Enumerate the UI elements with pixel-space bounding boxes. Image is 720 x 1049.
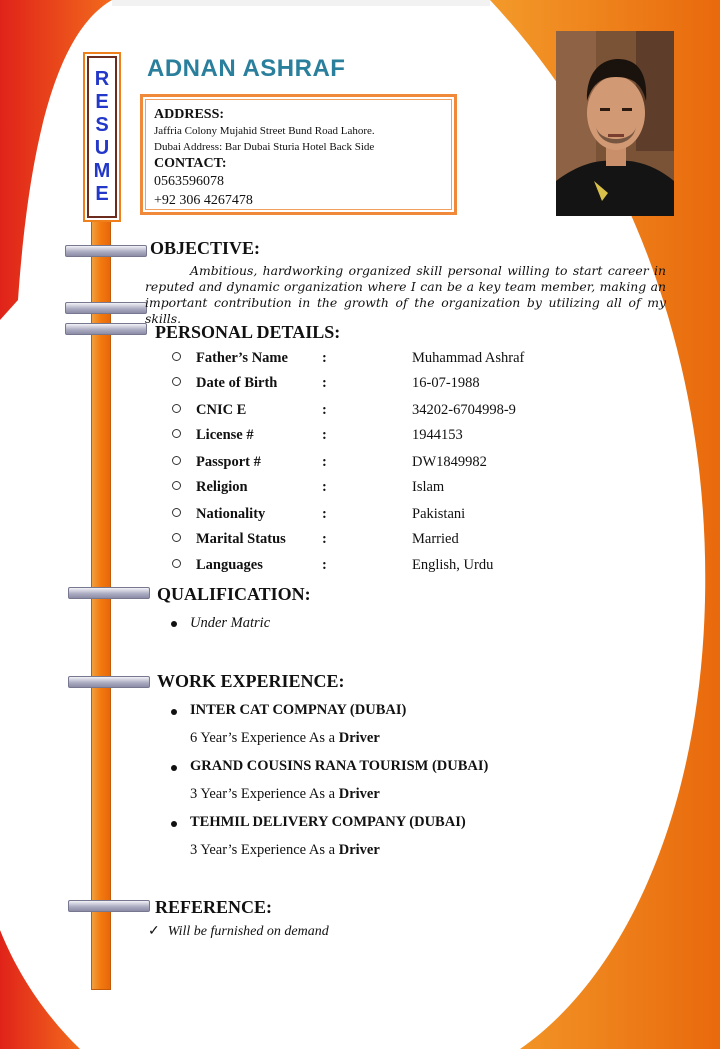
address-line: Jaffria Colony Mujahid Street Bund Road Lahore. xyxy=(154,125,375,137)
circle-bullet-icon xyxy=(172,429,181,438)
objective-heading: OBJECTIVE: xyxy=(150,238,261,258)
phone-number: 0563596078 xyxy=(154,174,224,189)
detail-value: DW1849982 xyxy=(412,454,487,470)
bullet-icon xyxy=(171,621,177,627)
reference-heading: REFERENCE: xyxy=(155,897,273,917)
personal-details-heading: PERSONAL DETAILS: xyxy=(155,322,341,342)
reference-text: Will be furnished on demand xyxy=(167,924,329,939)
job-experience: 3 Year’s Experience As a xyxy=(190,786,339,802)
qualification-heading: QUALIFICATION: xyxy=(157,584,311,604)
address-label: ADDRESS: xyxy=(154,107,225,122)
detail-label: Marital Status xyxy=(196,531,286,547)
personal-detail-row xyxy=(172,454,572,474)
detail-separator: : xyxy=(322,557,327,573)
detail-value: English, Urdu xyxy=(412,557,494,573)
section-tab xyxy=(68,587,150,599)
section-tab xyxy=(65,245,147,257)
top-band xyxy=(112,0,490,6)
detail-value: Pakistani xyxy=(412,506,466,522)
resume-letter: E xyxy=(95,183,109,205)
circle-bullet-icon xyxy=(172,508,181,517)
personal-detail-row xyxy=(172,427,572,447)
personal-detail-row xyxy=(172,479,572,499)
contact-label: CONTACT: xyxy=(154,156,227,171)
personal-detail-row xyxy=(172,375,572,395)
personal-detail-row xyxy=(172,350,572,370)
detail-separator: : xyxy=(322,375,327,391)
circle-bullet-icon xyxy=(172,456,181,465)
qualification-item: Under Matric xyxy=(190,615,271,631)
detail-value: Islam xyxy=(412,479,445,495)
job-company: INTER CAT COMPNAY (DUBAI) xyxy=(190,702,407,718)
detail-label: License # xyxy=(196,427,254,443)
detail-separator: : xyxy=(322,479,327,495)
personal-detail-row xyxy=(172,402,572,422)
profile-photo xyxy=(556,31,674,216)
job-description xyxy=(190,730,380,747)
dubai-address-line: Dubai Address: Bar Dubai Sturia Hotel Back Side xyxy=(154,141,375,153)
bottom-left-swoosh xyxy=(0,930,80,1049)
circle-bullet-icon xyxy=(172,481,181,490)
section-tab xyxy=(68,900,150,912)
detail-label: Father’s Name xyxy=(196,350,288,366)
job-role: Driver xyxy=(338,842,380,858)
detail-value: 16-07-1988 xyxy=(412,375,480,391)
detail-separator: : xyxy=(322,427,327,443)
detail-value: 34202-6704998-9 xyxy=(412,402,516,418)
circle-bullet-icon xyxy=(172,404,181,413)
contact-box xyxy=(140,94,457,215)
candidate-name: ADNAN ASHRAF xyxy=(147,55,346,82)
detail-value: 1944153 xyxy=(412,427,463,443)
work-experience-heading: WORK EXPERIENCE: xyxy=(157,671,345,691)
personal-detail-row xyxy=(172,531,572,551)
job-description xyxy=(190,786,380,803)
job-role: Driver xyxy=(338,730,380,746)
detail-label: Nationality xyxy=(196,506,266,522)
circle-bullet-icon xyxy=(172,559,181,568)
detail-separator: : xyxy=(322,402,327,418)
resume-vertical-label xyxy=(83,52,121,222)
phone-number: +92 306 4267478 xyxy=(154,193,253,208)
detail-label: Religion xyxy=(196,479,248,495)
section-tab xyxy=(68,676,150,688)
personal-detail-row xyxy=(172,506,572,526)
reference-item xyxy=(148,923,329,940)
resume-letter: U xyxy=(94,137,110,159)
detail-label: Passport # xyxy=(196,454,261,470)
bullet-icon xyxy=(171,821,177,827)
personal-detail-row xyxy=(172,557,572,577)
job-company: GRAND COUSINS RANA TOURISM (DUBAI) xyxy=(190,758,489,774)
section-tab xyxy=(65,323,147,335)
detail-separator: : xyxy=(322,531,327,547)
job-description xyxy=(190,842,380,859)
resume-letter: E xyxy=(95,91,109,113)
detail-separator: : xyxy=(322,350,327,366)
detail-value: Muhammad Ashraf xyxy=(412,350,525,366)
job-experience: 3 Year’s Experience As a xyxy=(190,842,339,858)
detail-separator: : xyxy=(322,506,327,522)
detail-label: CNIC E xyxy=(196,402,247,418)
objective-text: Ambitious, hardworking organized skill personal willing to start career in reputed and dynamic organization where I can be a key team member, making an important contribution in the growth of the organization by utilizing all of my skills. xyxy=(145,263,666,326)
bullet-icon xyxy=(171,709,177,715)
circle-bullet-icon xyxy=(172,352,181,361)
resume-letter: S xyxy=(95,114,109,136)
job-experience: 6 Year’s Experience As a xyxy=(190,730,339,746)
circle-bullet-icon xyxy=(172,533,181,542)
job-company: TEHMIL DELIVERY COMPANY (DUBAI) xyxy=(190,814,466,830)
bullet-icon xyxy=(171,765,177,771)
checkmark-icon: ✓ xyxy=(148,924,160,939)
resume-letter: M xyxy=(93,160,111,182)
resume-letter: R xyxy=(94,68,110,90)
detail-label: Date of Birth xyxy=(196,375,278,391)
circle-bullet-icon xyxy=(172,377,181,386)
detail-value: Married xyxy=(412,531,459,547)
timeline-bar xyxy=(91,220,111,990)
detail-separator: : xyxy=(322,454,327,470)
section-tab xyxy=(65,302,147,314)
job-role: Driver xyxy=(338,786,380,802)
detail-label: Languages xyxy=(196,557,263,573)
